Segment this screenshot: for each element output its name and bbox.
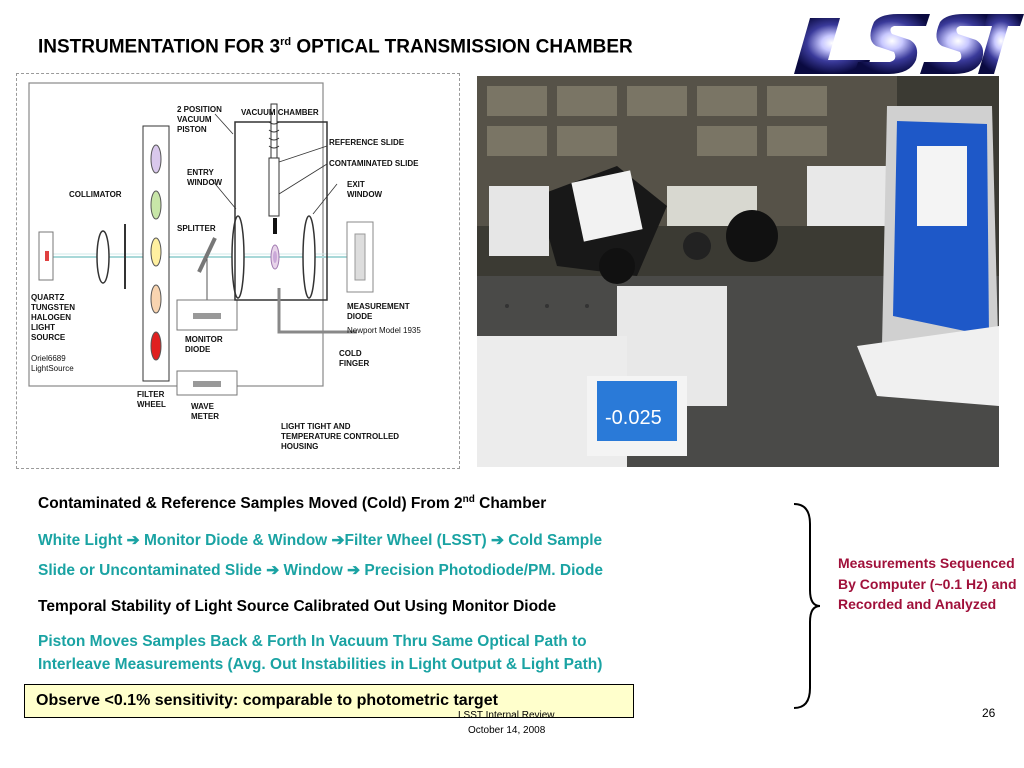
label-light-source: QUARTZ TUNGSTEN HALOGEN LIGHT SOURCE	[31, 293, 75, 342]
piston-text-line-2: Interleave Measurements (Avg. Out Instabilities in Light Output & Light Path)	[38, 656, 603, 673]
label-contaminated-slide: CONTAMINATED SLIDE	[329, 159, 419, 168]
label-splitter: SPLITTER	[177, 224, 216, 233]
label-filter-wheel: FILTER WHEEL	[137, 390, 166, 409]
label-wave-meter: WAVE METER	[191, 402, 219, 421]
slide-title: INSTRUMENTATION FOR 3rd OPTICAL TRANSMISSION CHAMBER	[38, 36, 633, 58]
footer-review: LSST Internal Review	[458, 710, 555, 721]
label-collimator: COLLIMATOR	[69, 190, 122, 199]
lsst-logo	[770, 4, 1024, 80]
label-monitor-diode: MONITOR DIODE	[185, 335, 223, 354]
label-cold-finger: COLD FINGER	[339, 349, 370, 368]
piston-text-line-1: Piston Moves Samples Back & Forth In Vacuum Thru Same Optical Path to	[38, 633, 587, 650]
instrument-diagram	[16, 73, 460, 469]
label-housing: LIGHT TIGHT AND TEMPERATURE CONTROLLED HOUSING	[281, 422, 400, 451]
observe-text: Observe <0.1% sensitivity: comparable to photometric target	[36, 692, 498, 709]
footer-date: October 14, 2008	[468, 725, 546, 736]
label-piston: 2 POSITION VACUUM PISTON	[177, 105, 222, 134]
lab-photo	[477, 76, 999, 467]
arrow-icon: ➔	[347, 562, 361, 579]
arrow-icon: ➔	[331, 532, 345, 549]
optical-path-line-2: Slide or Uncontaminated Slide ➔ Window ➔ Precision Photodiode/PM. Diode	[38, 562, 603, 579]
temporal-stability-text: Temporal Stability of Light Source Calibrated Out Using Monitor Diode	[38, 598, 557, 615]
right-brace	[790, 500, 830, 712]
label-vacuum-chamber: VACUUM CHAMBER	[241, 108, 319, 117]
label-measurement-diode: MEASUREMENT DIODE	[347, 302, 410, 321]
arrow-icon: ➔	[266, 562, 280, 579]
label-exit-window: EXIT WINDOW	[347, 180, 383, 199]
label-entry-window: ENTRY WINDOW	[187, 168, 223, 187]
arrow-icon: ➔	[490, 532, 504, 549]
side-note: Measurements Sequenced By Computer (~0.1 Hz) and Recorded and Analyzed	[838, 555, 1017, 612]
label-newport: Newport Model 1935	[347, 326, 421, 335]
diagram-drawing	[17, 74, 459, 468]
label-oriel: Oriel6689 LightSource	[31, 354, 74, 373]
label-reference-slide: REFERENCE SLIDE	[329, 138, 405, 147]
optical-path-line-1: White Light ➔ Monitor Diode & Window ➔Filter Wheel (LSST) ➔ Cold Sample	[38, 532, 603, 549]
display-reading: -0.025	[605, 407, 662, 429]
sub-heading: Contaminated & Reference Samples Moved (Cold) From 2nd Chamber	[38, 494, 547, 513]
arrow-icon: ➔	[126, 532, 140, 549]
page-number: 26	[982, 706, 996, 720]
